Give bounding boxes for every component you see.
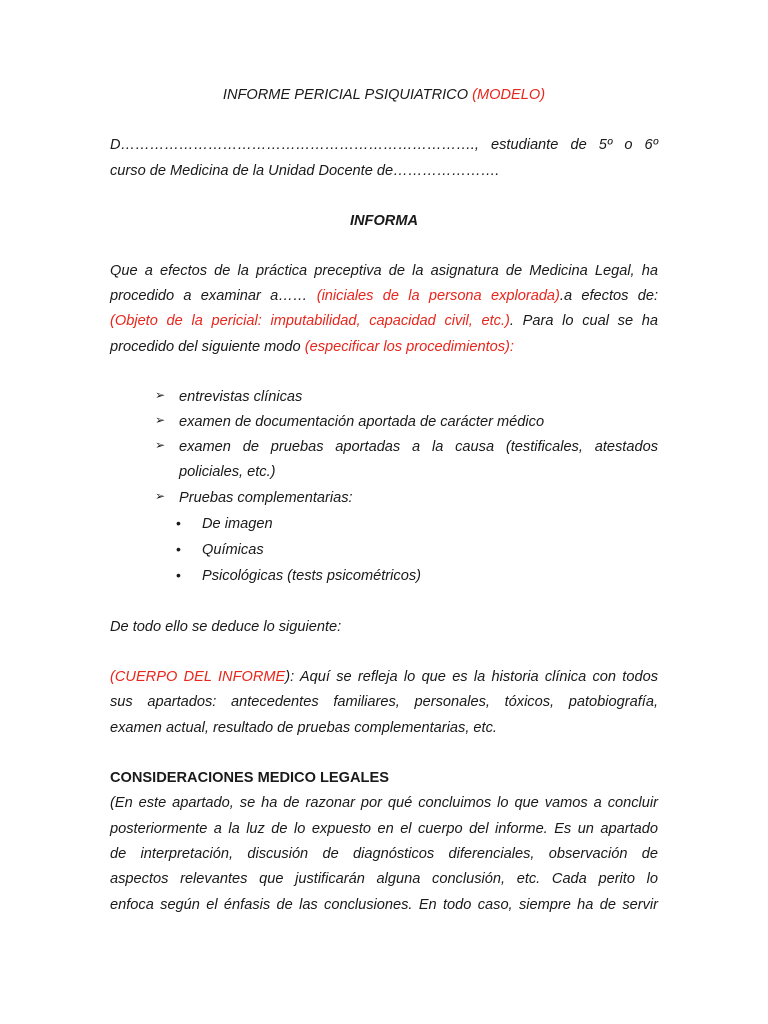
sublist-item-text: De imagen xyxy=(202,516,273,532)
para1-line-2 xyxy=(110,287,658,305)
list-item-text: Pruebas complementarias: xyxy=(179,490,353,506)
document-title xyxy=(110,86,658,104)
cuerpo-label-red: (CUERPO DEL INFORME xyxy=(110,669,286,685)
list-item-continuation: policiales, etc.) xyxy=(179,464,276,480)
para1-line4-a: procedido del siguiente modo xyxy=(110,339,305,355)
cuerpo-line-1 xyxy=(110,668,658,686)
consideraciones-line: aspectos relevantes que justificarán alguna conclusión, etc. Cada perito lo xyxy=(110,871,658,887)
arrow-bullet-icon: ➢ xyxy=(155,388,166,402)
consideraciones-line: posteriormente a la luz de lo expuesto en el cuerpo del informe. Es un apartado xyxy=(110,821,658,837)
consideraciones-line: de interpretación, discusión de diagnósticos diferenciales, observación de xyxy=(110,846,658,862)
arrow-bullet-icon: ➢ xyxy=(155,413,166,427)
list-item-text: examen de documentación aportada de carácter médico xyxy=(179,414,545,430)
para1-line2-a: procedido a examinar a…… xyxy=(110,288,317,304)
arrow-bullet-icon: ➢ xyxy=(155,438,166,452)
cuerpo-line-2: sus apartados: antecedentes familiares, personales, tóxicos, patobiografía, xyxy=(110,694,658,710)
list-item xyxy=(110,489,658,507)
dot-bullet-icon: • xyxy=(176,515,181,531)
list-item xyxy=(110,388,658,406)
intro-line-2: curso de Medicina de la Unidad Docente de…………………. xyxy=(110,163,500,179)
list-item-text: entrevistas clínicas xyxy=(179,389,303,405)
para1-line3-red: (Objeto de la pericial: imputabilidad, capacidad civil, etc.) xyxy=(110,313,510,329)
informa-heading: INFORMA xyxy=(349,213,419,229)
para1-line-1: Que a efectos de la práctica preceptiva de la asignatura de Medicina Legal, ha xyxy=(110,263,658,279)
dot-bullet-icon: • xyxy=(176,567,181,583)
list-item xyxy=(110,413,658,431)
sublist-item-text: Psicológicas (tests psicométricos) xyxy=(202,568,421,584)
title-main: INFORME PERICIAL PSIQUIATRICO xyxy=(222,87,473,103)
para1-line-4 xyxy=(110,338,658,356)
list-item xyxy=(110,438,658,456)
arrow-bullet-icon: ➢ xyxy=(155,489,166,503)
intro-line-1: D………………………………………………………………., estudiante de 5º o 6º xyxy=(110,137,658,153)
para1-line4-red: (especificar los procedimientos): xyxy=(304,339,514,355)
sublist-item xyxy=(110,567,658,585)
sublist-item xyxy=(110,541,658,559)
para1-line2-b: .a efectos de: xyxy=(559,288,659,304)
cuerpo-line1-b: ): Aquí se refleja lo que es la historia clínica con todos xyxy=(285,669,658,685)
consideraciones-heading: CONSIDERACIONES MEDICO LEGALES xyxy=(110,770,389,786)
sublist-item xyxy=(110,515,658,533)
dot-bullet-icon: • xyxy=(176,541,181,557)
para1-line2-red: (iniciales de la persona explorada) xyxy=(316,288,560,304)
cuerpo-line-3: examen actual, resultado de pruebas complementarias, etc. xyxy=(110,720,497,736)
title-modelo-note: (MODELO) xyxy=(472,87,546,103)
para1-line-3 xyxy=(110,312,658,330)
deduce-line: De todo ello se deduce lo siguiente: xyxy=(110,619,342,635)
consideraciones-line: (En este apartado, se ha de razonar por qué concluimos lo que vamos a concluir xyxy=(110,795,658,811)
sublist-item-text: Químicas xyxy=(202,542,264,558)
list-item-text: examen de pruebas aportadas a la causa (testificales, atestados xyxy=(179,439,658,455)
para1-line3-b: . Para lo cual se ha xyxy=(509,313,658,329)
consideraciones-line: enfoca según el énfasis de las conclusiones. En todo caso, siempre ha de servir xyxy=(110,897,658,913)
